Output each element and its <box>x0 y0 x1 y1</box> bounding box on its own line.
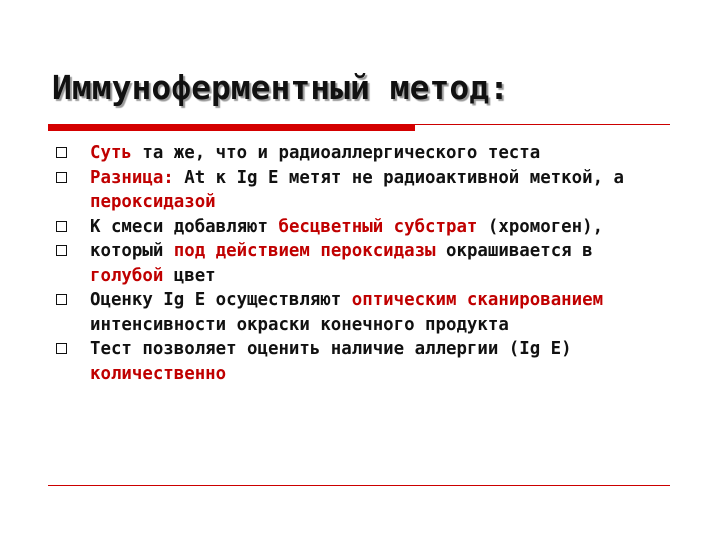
bullet-text: та же, что и радиоаллергического теста <box>131 143 541 163</box>
bullet-text: At к Ig E метят не радиоактивной меткой, а <box>173 167 624 188</box>
title-underline-thick <box>48 124 415 131</box>
bullet-item <box>56 288 676 337</box>
highlighted-text: оптическим сканированием <box>351 290 604 310</box>
bullet-text: К смеси добавляют <box>90 216 279 237</box>
bullet-text: цвет <box>163 265 216 286</box>
bullet-item <box>56 166 676 215</box>
bullet-text: который <box>90 241 174 261</box>
highlighted-text: Разница: <box>90 167 174 188</box>
hollow-square-bullet-icon <box>56 343 67 354</box>
highlighted-text: бесцветный субстрат <box>278 216 478 237</box>
bullet-item <box>56 239 676 288</box>
bullet-text: (хромоген), <box>477 216 604 237</box>
highlighted-text: голубой <box>90 265 164 286</box>
bullet-text: Оценку Ig E осуществляют <box>90 290 352 310</box>
highlighted-text: количественно <box>90 363 227 384</box>
bullet-text: окрашивается в <box>435 241 593 261</box>
slide-title: Иммуноферментный метод: <box>52 68 509 107</box>
hollow-square-bullet-icon <box>56 294 67 305</box>
highlighted-text: Суть <box>90 143 132 163</box>
hollow-square-bullet-icon <box>56 245 67 256</box>
hollow-square-bullet-icon <box>56 147 67 158</box>
bullet-item <box>56 337 676 386</box>
hollow-square-bullet-icon <box>56 221 67 232</box>
bullet-item <box>56 215 676 240</box>
highlighted-text: под действием пероксидазы <box>173 241 436 261</box>
bullet-item <box>56 141 676 166</box>
bullet-text: Тест позволяет оценить наличие аллергии (Ig E) <box>90 339 572 359</box>
highlighted-text: пероксидазой <box>90 192 216 212</box>
bullet-list <box>56 141 676 386</box>
bullet-text: интенсивности окраски конечного продукта <box>90 314 509 335</box>
footer-rule <box>48 485 670 486</box>
hollow-square-bullet-icon <box>56 172 67 183</box>
